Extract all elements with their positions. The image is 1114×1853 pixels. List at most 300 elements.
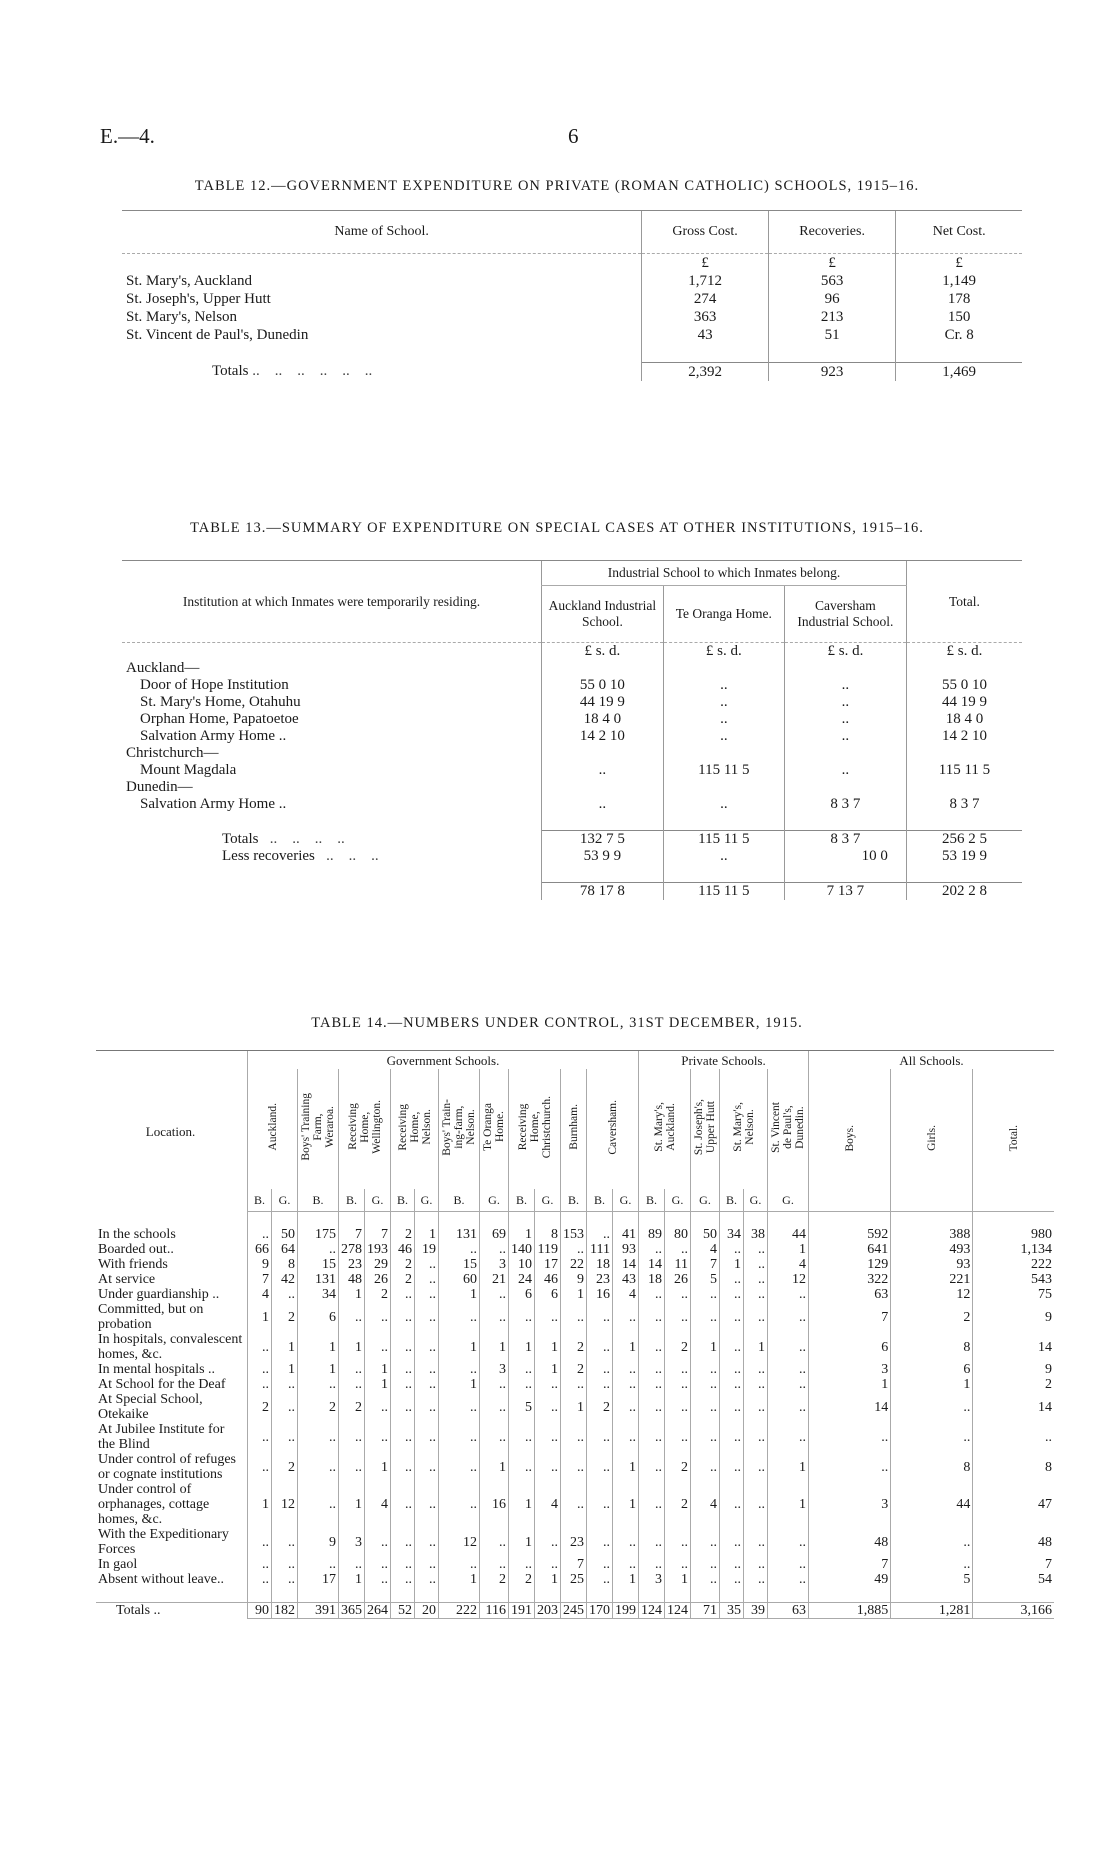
t14-cell: .. <box>391 1422 415 1452</box>
t14-cell: 8 <box>891 1332 973 1362</box>
t14-cell: .. <box>768 1572 809 1587</box>
t14-cell: .. <box>613 1527 639 1557</box>
t13-totals-row: Totals .. .. .. .. 132 7 5 115 11 5 8 3 7 256 2 5 <box>122 831 1022 849</box>
t14-cell: .. <box>639 1377 665 1392</box>
t14-cell: .. <box>587 1332 613 1362</box>
t12-row <box>122 272 1022 290</box>
t14-cell: 1,134 <box>973 1242 1054 1257</box>
t14-cell: .. <box>891 1392 973 1422</box>
t14-cell: .. <box>613 1377 639 1392</box>
t14-cell: 1 <box>561 1392 587 1422</box>
t14-cell: .. <box>439 1422 480 1452</box>
t14-row <box>96 1452 1054 1482</box>
t13-c-cell: .. <box>784 711 906 728</box>
t14-sex-header: B. <box>509 1189 535 1212</box>
t14-cell: 322 <box>809 1272 891 1287</box>
t14-cell: .. <box>480 1242 509 1257</box>
t14-cell: .. <box>391 1557 415 1572</box>
t14-cell: .. <box>639 1527 665 1557</box>
t14-cell: .. <box>720 1422 744 1452</box>
t14-school-name: Auckland. <box>266 1103 279 1151</box>
t14-cell: 17 <box>535 1257 561 1272</box>
t13-a-cell: 18 4 0 <box>542 711 664 728</box>
t14-cell: 2 <box>561 1332 587 1362</box>
t14-cell: .. <box>480 1557 509 1572</box>
t14-cell: .. <box>691 1452 720 1482</box>
t12-rec-cell: 213 <box>768 308 895 326</box>
t14-location: At Special School, Otekaike <box>98 1392 203 1422</box>
t14-cell: .. <box>535 1452 561 1482</box>
table12-caption: TABLE 12.—GOVERNMENT EXPENDITURE ON PRIVATE (ROMAN CATHOLIC) SCHOOLS, 1915–16. <box>194 178 920 194</box>
t14-totals-label: Totals .. <box>96 1603 248 1619</box>
t14-cell: 1 <box>613 1332 639 1362</box>
t14-total-cell: 170 <box>587 1603 613 1619</box>
t14-cell: 1 <box>613 1482 639 1527</box>
report-reference: E.—4. <box>100 124 155 148</box>
t13-units: £ s. d. <box>542 643 664 661</box>
t14-cell: 1 <box>768 1482 809 1527</box>
t13-c-cell <box>784 779 906 796</box>
t14-cell: 1 <box>298 1362 339 1377</box>
t14-cell: .. <box>439 1392 480 1422</box>
t14-cell: .. <box>439 1452 480 1482</box>
t14-cell: .. <box>665 1302 691 1332</box>
t14-cell: 2 <box>339 1392 365 1422</box>
t12-rec-cell: 563 <box>768 272 895 290</box>
t14-cell: 1 <box>613 1572 639 1587</box>
t14-cell: .. <box>720 1482 744 1527</box>
t14-cell: .. <box>561 1452 587 1482</box>
t14-cell: 1 <box>415 1227 439 1242</box>
t14-cell: 1 <box>561 1287 587 1302</box>
t13-c-cell: .. <box>784 762 906 779</box>
t14-total-cell: 191 <box>509 1603 535 1619</box>
t14-cell: 15 <box>439 1257 480 1272</box>
t14-cell: .. <box>768 1557 809 1572</box>
table14-caption: TABLE 14.—NUMBERS UNDER CONTROL, 31ST DECEMBER, 1915. <box>311 1015 803 1031</box>
t14-group-all: All Schools. <box>809 1051 1055 1070</box>
t13-b-cell <box>663 660 784 677</box>
t12-row <box>122 290 1022 308</box>
t14-row <box>96 1482 1054 1527</box>
t13-group-header: Industrial School to which Inmates belong. <box>542 561 907 586</box>
t14-cell: .. <box>744 1482 768 1527</box>
t13-a-cell <box>542 660 664 677</box>
t14-row <box>96 1332 1054 1362</box>
t14-cell: 12 <box>768 1272 809 1287</box>
t14-cell: .. <box>768 1362 809 1377</box>
t14-cell: .. <box>587 1422 613 1452</box>
t14-cell: .. <box>768 1287 809 1302</box>
t13-total-c: 8 3 7 <box>784 831 906 849</box>
t14-total-cell: 3,166 <box>973 1603 1054 1619</box>
t14-cell: 17 <box>298 1572 339 1587</box>
t14-cell: .. <box>439 1482 480 1527</box>
t14-cell: .. <box>509 1557 535 1572</box>
t14-cell: .. <box>365 1422 391 1452</box>
t14-cell: 7 <box>365 1227 391 1242</box>
t13-row <box>122 711 1022 728</box>
t12-total-rec: 923 <box>768 363 895 382</box>
t13-col-caversham: Caversham Industrial School. <box>784 586 906 643</box>
t14-cell: .. <box>720 1557 744 1572</box>
t14-cell: .. <box>744 1272 768 1287</box>
t14-cell: .. <box>248 1422 272 1452</box>
t14-cell: .. <box>439 1242 480 1257</box>
t14-cell: 1 <box>339 1332 365 1362</box>
t13-c-cell: .. <box>784 694 906 711</box>
t14-cell: 4 <box>365 1482 391 1527</box>
t14-school-name: Caversham. <box>606 1099 619 1155</box>
t14-cell: .. <box>272 1392 298 1422</box>
t14-cell: 2 <box>973 1377 1054 1392</box>
t14-cell: 388 <box>891 1227 973 1242</box>
t13-row <box>122 728 1022 745</box>
t14-school-name: St. Mary's, Nelson. <box>731 1102 756 1152</box>
t13-a-cell: .. <box>542 762 664 779</box>
t14-cell: .. <box>391 1482 415 1527</box>
t14-cell: .. <box>415 1332 439 1362</box>
t14-cell: .. <box>415 1302 439 1332</box>
t14-cell: 1 <box>744 1332 768 1362</box>
t14-cell: .. <box>973 1422 1054 1452</box>
t14-cell: 7 <box>339 1227 365 1242</box>
t14-cell: .. <box>509 1422 535 1452</box>
t14-cell: .. <box>248 1332 272 1362</box>
t14-cell: .. <box>509 1302 535 1332</box>
t14-location: Under control of orphanages, cottage homes, &c. <box>98 1482 210 1527</box>
t14-cell: .. <box>720 1362 744 1377</box>
t14-cell: .. <box>439 1302 480 1332</box>
t14-cell: .. <box>744 1527 768 1557</box>
t14-cell: .. <box>639 1332 665 1362</box>
t14-totals-row <box>96 1603 1054 1619</box>
t14-cell: 54 <box>973 1572 1054 1587</box>
t14-total-cell: 264 <box>365 1603 391 1619</box>
t14-cell: .. <box>480 1287 509 1302</box>
t14-cell: .. <box>744 1572 768 1587</box>
t13-t-cell <box>906 660 1022 677</box>
t12-unit: £ <box>768 254 895 273</box>
t14-cell: 7 <box>691 1257 720 1272</box>
t14-total-cell: 1,885 <box>809 1603 891 1619</box>
t14-sex-header: B. <box>587 1189 613 1212</box>
t14-cell: 129 <box>809 1257 891 1272</box>
t14-cell: 22 <box>561 1257 587 1272</box>
t14-cell: 1 <box>509 1527 535 1557</box>
t14-cell: .. <box>391 1572 415 1587</box>
t14-cell: .. <box>613 1362 639 1377</box>
t14-cell: .. <box>768 1422 809 1452</box>
t14-cell: 80 <box>665 1227 691 1242</box>
t14-cell: .. <box>691 1392 720 1422</box>
t14-cell: 75 <box>973 1287 1054 1302</box>
t14-cell: .. <box>639 1422 665 1452</box>
t14-sex-header: G. <box>272 1189 298 1212</box>
t13-less-label: Less recoveries <box>222 848 315 864</box>
t14-cell: .. <box>744 1287 768 1302</box>
t14-sex-header: G. <box>665 1189 691 1212</box>
t14-cell: 14 <box>639 1257 665 1272</box>
t14-school-header <box>691 1069 720 1189</box>
t13-net-b: 115 11 5 <box>663 883 784 901</box>
t14-cell: .. <box>339 1362 365 1377</box>
t14-cell: .. <box>639 1362 665 1377</box>
t14-cell: .. <box>391 1452 415 1482</box>
t14-cell: .. <box>613 1392 639 1422</box>
t14-cell: .. <box>415 1527 439 1557</box>
t14-row <box>96 1257 1054 1272</box>
t14-cell: .. <box>391 1377 415 1392</box>
t14-cell: 16 <box>480 1482 509 1527</box>
t13-t-cell: 115 11 5 <box>906 762 1022 779</box>
t14-cell: .. <box>391 1362 415 1377</box>
t14-sex-header: G. <box>480 1189 509 1212</box>
t14-cell: 1 <box>480 1332 509 1362</box>
t14-total-col-label: Total. <box>1007 1124 1020 1152</box>
t14-cell: 14 <box>613 1257 639 1272</box>
t14-sex-header: B. <box>720 1189 744 1212</box>
t14-cell: .. <box>272 1377 298 1392</box>
t14-cell: .. <box>480 1377 509 1392</box>
t14-cell: 2 <box>272 1302 298 1332</box>
t14-cell: 278 <box>339 1242 365 1257</box>
t14-total-cell: 39 <box>744 1603 768 1619</box>
t14-cell: .. <box>613 1557 639 1572</box>
t14-total-col-header <box>809 1069 891 1212</box>
t14-cell: 29 <box>365 1257 391 1272</box>
t14-cell: 89 <box>639 1227 665 1242</box>
t13-less-row: Less recoveries .. .. .. 53 9 9 .. 10 0 53 19 9 <box>122 848 1022 865</box>
t14-cell: 111 <box>587 1242 613 1257</box>
t14-cell: 2 <box>391 1272 415 1287</box>
t14-total-col-label: Girls. <box>925 1125 938 1151</box>
t14-cell: 1 <box>339 1482 365 1527</box>
t14-cell: .. <box>691 1422 720 1452</box>
t14-row <box>96 1572 1054 1587</box>
t14-cell: .. <box>248 1377 272 1392</box>
t12-unit: £ <box>642 254 769 273</box>
t14-cell: .. <box>248 1527 272 1557</box>
t14-cell: 1 <box>272 1332 298 1362</box>
t14-cell: 18 <box>587 1257 613 1272</box>
t14-cell: .. <box>587 1527 613 1557</box>
t14-cell: 5 <box>691 1272 720 1287</box>
t14-cell: 14 <box>809 1392 891 1422</box>
t14-cell: 15 <box>298 1257 339 1272</box>
t14-location: With friends <box>98 1257 168 1272</box>
t14-cell: 2 <box>480 1572 509 1587</box>
t14-cell: .. <box>665 1242 691 1257</box>
t14-location: In gaol <box>98 1557 138 1572</box>
t14-cell: 131 <box>298 1272 339 1287</box>
t14-school-header <box>561 1069 587 1189</box>
t12-col-net: Net Cost. <box>896 211 1022 254</box>
t14-cell: .. <box>744 1392 768 1422</box>
t14-cell: 193 <box>365 1242 391 1257</box>
t14-school-name: Receiving Home, Wellington. <box>346 1100 383 1154</box>
t13-a-cell: 55 0 10 <box>542 677 664 694</box>
t14-cell: .. <box>665 1422 691 1452</box>
t14-cell: .. <box>768 1527 809 1557</box>
t12-net-cell: Cr. 8 <box>896 326 1022 344</box>
t14-cell: .. <box>248 1452 272 1482</box>
t14-location: At School for the Deaf <box>98 1377 226 1392</box>
t13-col-auckland: Auckland Industrial School. <box>542 586 664 643</box>
t14-cell: 1 <box>768 1452 809 1482</box>
t14-cell: .. <box>365 1392 391 1422</box>
t14-sex-header: B. <box>561 1189 587 1212</box>
t14-cell: .. <box>720 1392 744 1422</box>
t14-cell: 60 <box>439 1272 480 1287</box>
t14-school-name: Te Oranga Home. <box>482 1102 506 1152</box>
t14-school-name: Receiving Home, Christchurch. <box>516 1095 553 1159</box>
t14-cell: 46 <box>535 1272 561 1287</box>
t14-school-header <box>391 1069 439 1189</box>
t12-col-gross: Gross Cost. <box>642 211 769 254</box>
t13-institution-name: St. Mary's Home, Otahuhu <box>140 694 301 710</box>
t13-units: £ s. d. <box>784 643 906 661</box>
page-number: 6 <box>568 124 579 148</box>
t13-t-cell <box>906 745 1022 762</box>
t14-cell: .. <box>339 1557 365 1572</box>
t14-cell: .. <box>587 1482 613 1527</box>
t14-cell: 8 <box>272 1257 298 1272</box>
t14-cell: 23 <box>339 1257 365 1272</box>
t14-cell: .. <box>272 1422 298 1452</box>
t14-cell: 543 <box>973 1272 1054 1287</box>
t14-cell: 10 <box>509 1257 535 1272</box>
t14-sex-header: B. <box>339 1189 365 1212</box>
t14-cell: 2 <box>298 1392 339 1422</box>
t14-cell: 66 <box>248 1242 272 1257</box>
t14-cell: .. <box>391 1302 415 1332</box>
t14-cell: .. <box>639 1452 665 1482</box>
t14-cell: .. <box>248 1557 272 1572</box>
t14-cell: 9 <box>973 1362 1054 1377</box>
t14-cell: .. <box>891 1557 973 1572</box>
t14-cell: 1 <box>891 1377 973 1392</box>
t14-row <box>96 1422 1054 1452</box>
t13-institution-name: Door of Hope Institution <box>140 677 289 693</box>
t14-cell: .. <box>480 1392 509 1422</box>
t14-school-header <box>768 1069 809 1189</box>
t13-row <box>122 694 1022 711</box>
t14-cell: 69 <box>480 1227 509 1242</box>
t13-institution-name: Orphan Home, Papatoetoe <box>140 711 299 727</box>
t14-cell: .. <box>248 1227 272 1242</box>
t14-cell: 14 <box>973 1392 1054 1422</box>
t14-cell: 8 <box>535 1227 561 1242</box>
t14-cell: 44 <box>768 1227 809 1242</box>
t14-cell: 9 <box>973 1302 1054 1332</box>
t14-cell: 7 <box>973 1557 1054 1572</box>
t14-cell: .. <box>639 1392 665 1422</box>
t14-cell: .. <box>272 1287 298 1302</box>
t14-cell: 12 <box>272 1482 298 1527</box>
t14-cell: .. <box>665 1377 691 1392</box>
t14-cell: .. <box>415 1362 439 1377</box>
t14-cell: 50 <box>272 1227 298 1242</box>
t13-institution-name: Salvation Army Home .. <box>140 728 287 744</box>
t14-cell: .. <box>339 1377 365 1392</box>
t14-cell: 641 <box>809 1242 891 1257</box>
t14-sex-header: B. <box>298 1189 339 1212</box>
t13-a-cell: 14 2 10 <box>542 728 664 745</box>
t14-cell: 2 <box>587 1392 613 1422</box>
t14-row <box>96 1557 1054 1572</box>
t13-a-cell: .. <box>542 796 664 813</box>
t13-row <box>122 779 1022 796</box>
t14-cell: 23 <box>561 1527 587 1557</box>
t14-school-header <box>509 1069 561 1189</box>
t14-cell: 221 <box>891 1272 973 1287</box>
t14-cell: 46 <box>391 1242 415 1257</box>
t14-cell: .. <box>439 1557 480 1572</box>
t14-cell: 3 <box>809 1362 891 1377</box>
t14-cell: 7 <box>248 1272 272 1287</box>
t14-sex-header: B. <box>639 1189 665 1212</box>
t14-cell: .. <box>720 1287 744 1302</box>
t14-cell: .. <box>365 1557 391 1572</box>
t14-cell: 4 <box>613 1287 639 1302</box>
t14-cell: 12 <box>439 1527 480 1557</box>
t14-cell: 222 <box>973 1257 1054 1272</box>
t14-total-cell: 63 <box>768 1603 809 1619</box>
t14-location: Under guardianship .. <box>98 1287 220 1302</box>
t14-cell: 1 <box>365 1377 391 1392</box>
t14-location: In the schools <box>98 1227 176 1242</box>
t14-location: In mental hospitals .. <box>98 1362 216 1377</box>
t14-total-col-header <box>973 1069 1054 1212</box>
t14-sex-header: G. <box>768 1189 809 1212</box>
t14-school-header <box>298 1069 339 1189</box>
t14-cell: .. <box>665 1527 691 1557</box>
t14-total-cell: 203 <box>535 1603 561 1619</box>
t12-rec-cell: 96 <box>768 290 895 308</box>
t14-cell: 26 <box>665 1272 691 1287</box>
t14-cell: .. <box>248 1362 272 1377</box>
t13-t-cell <box>906 779 1022 796</box>
t13-b-cell <box>663 745 784 762</box>
t14-cell: .. <box>720 1527 744 1557</box>
t14-cell: .. <box>415 1272 439 1287</box>
t14-cell: 25 <box>561 1572 587 1587</box>
t14-cell: .. <box>720 1332 744 1362</box>
t14-cell: .. <box>665 1362 691 1377</box>
t14-row <box>96 1377 1054 1392</box>
t14-cell: 6 <box>809 1332 891 1362</box>
t14-school-name: Boys' Training Farm, Weraroa. <box>300 1093 336 1161</box>
t14-cell: 1 <box>365 1452 391 1482</box>
t14-row <box>96 1302 1054 1332</box>
t14-cell: 1 <box>535 1362 561 1377</box>
t14-cell: 2 <box>272 1452 298 1482</box>
t14-cell: 1 <box>665 1572 691 1587</box>
t14-cell: .. <box>691 1527 720 1557</box>
t14-sex-header: B. <box>391 1189 415 1212</box>
t14-cell: 1 <box>809 1377 891 1392</box>
table13 <box>122 560 1022 900</box>
t14-school-name: Burnham. <box>567 1104 580 1150</box>
t14-cell: 38 <box>744 1227 768 1242</box>
t14-cell: 1 <box>248 1302 272 1332</box>
t14-cell: 4 <box>768 1257 809 1272</box>
t14-cell: 1 <box>509 1332 535 1362</box>
t14-cell: .. <box>298 1557 339 1572</box>
t13-less-t: 53 19 9 <box>906 848 1022 865</box>
t12-col-name: Name of School. <box>122 211 642 254</box>
